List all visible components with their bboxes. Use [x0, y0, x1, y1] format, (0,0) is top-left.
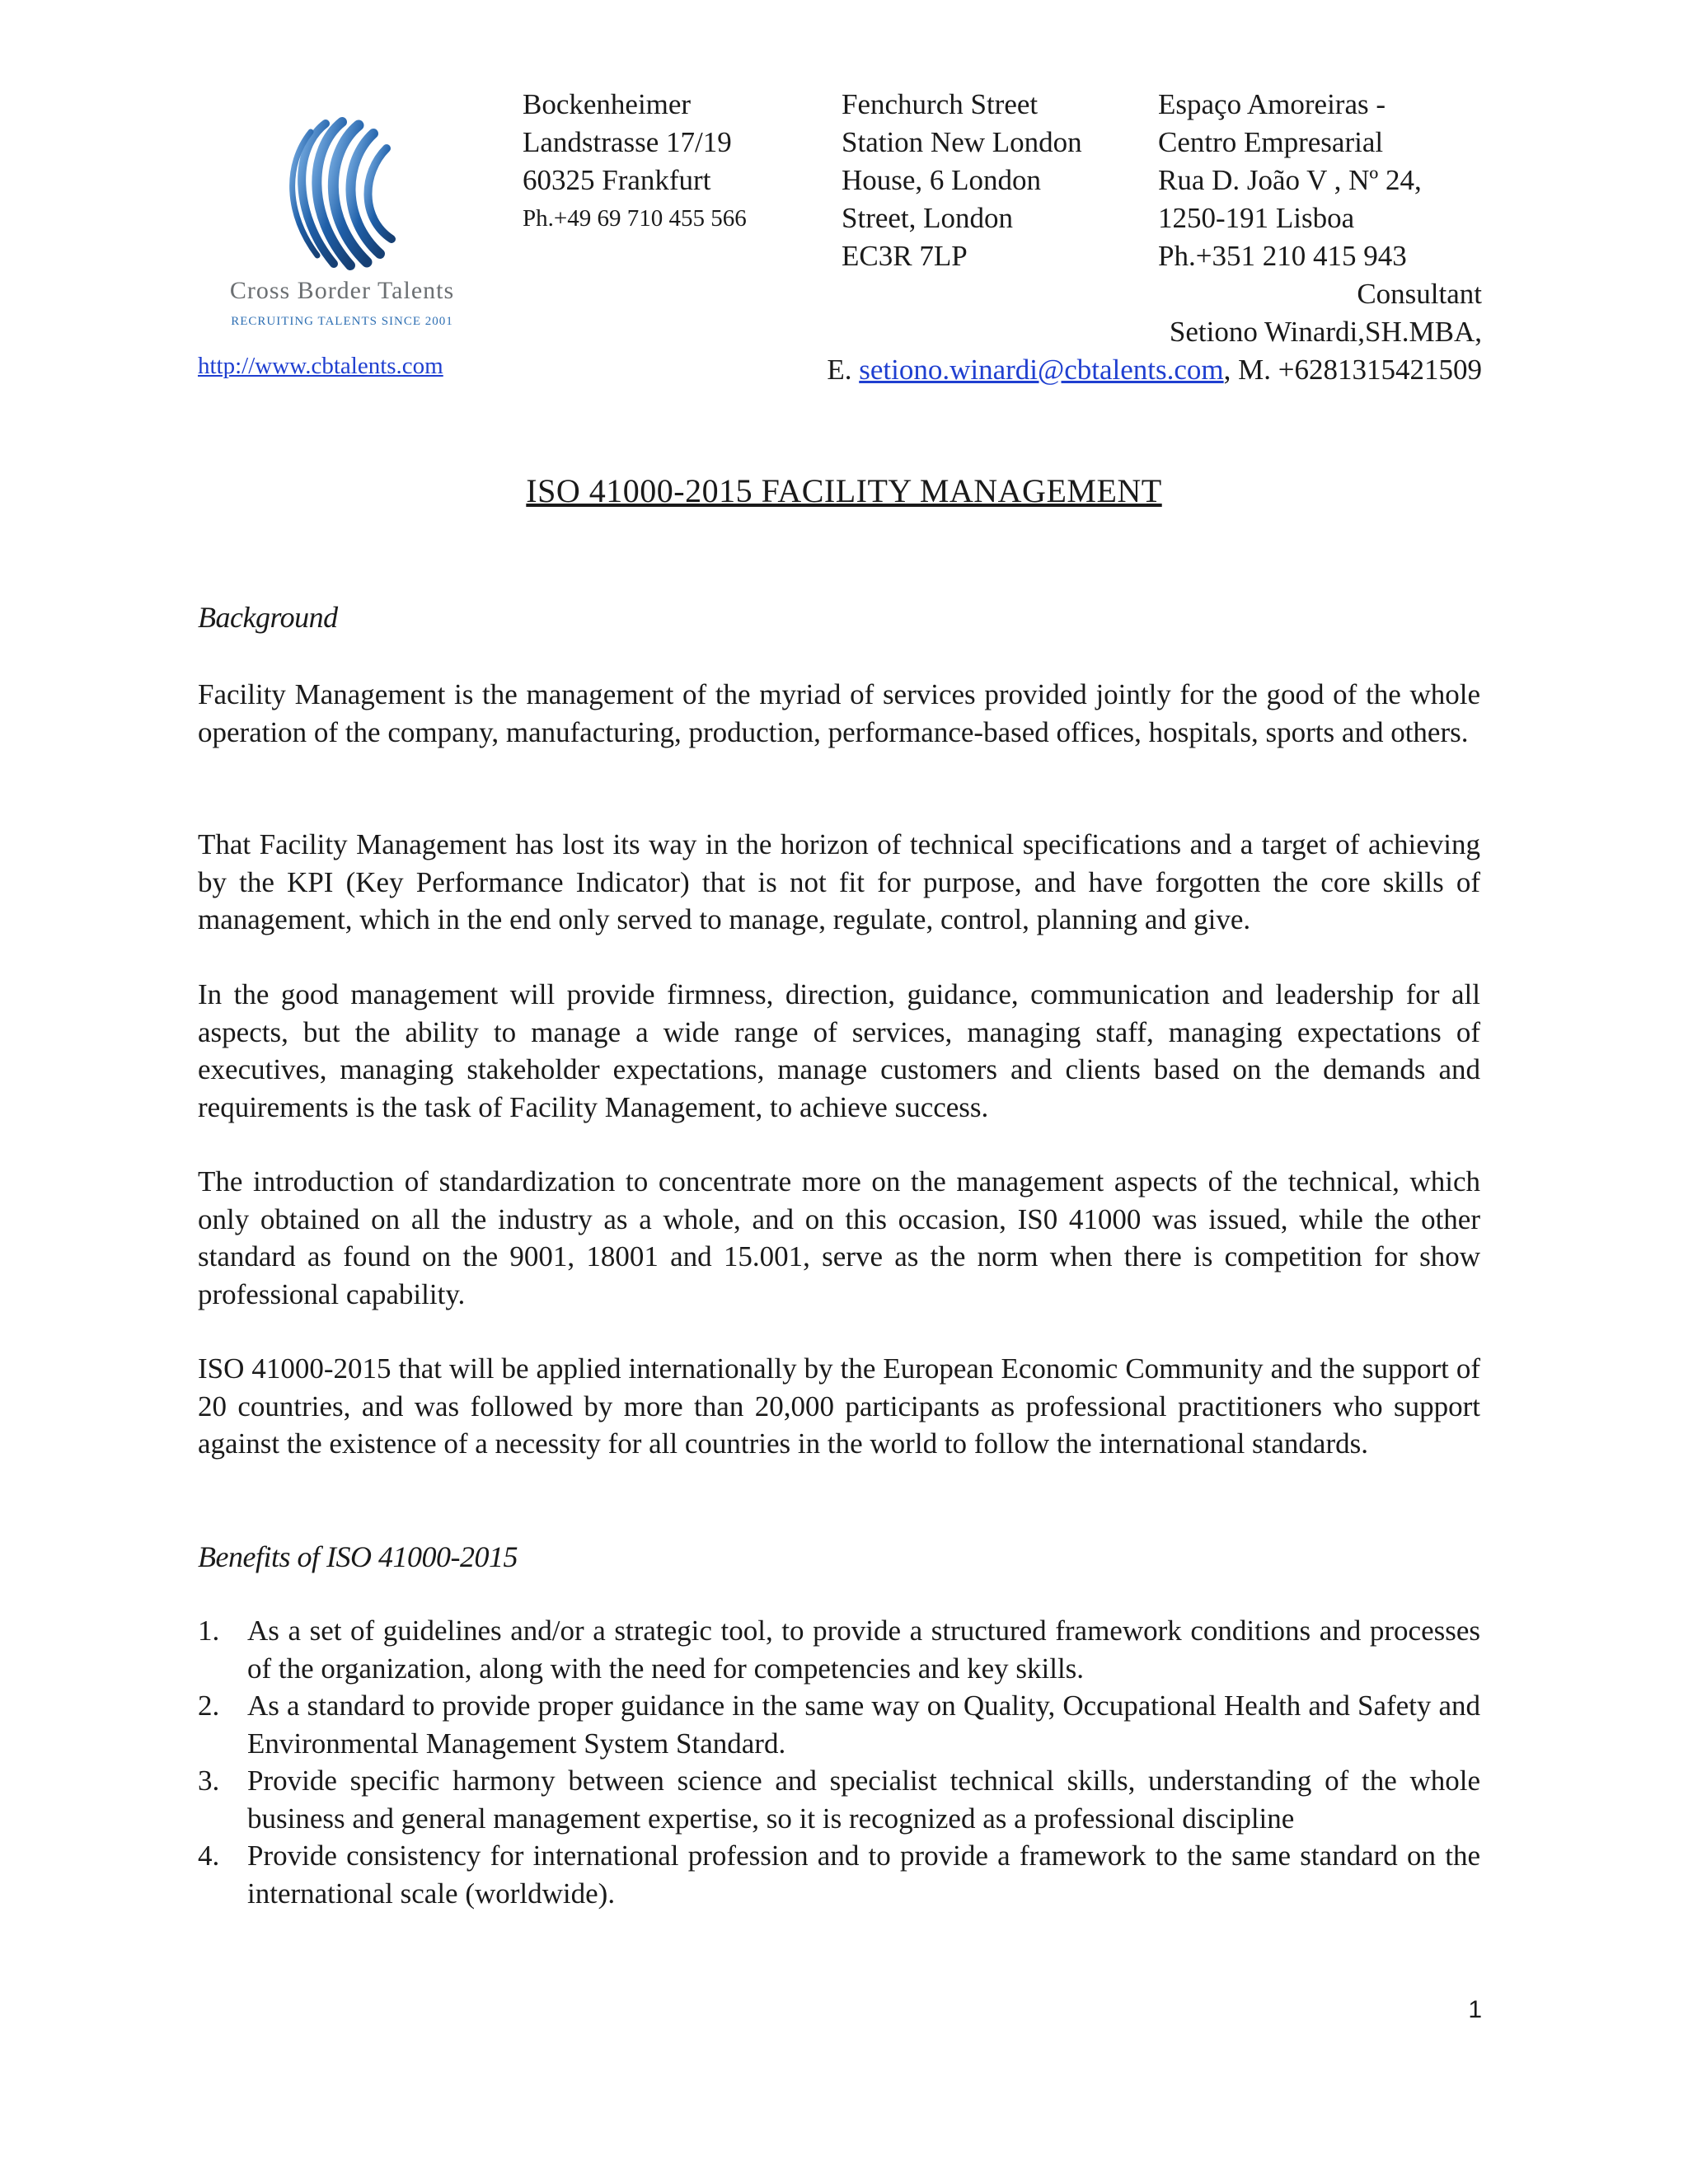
contact-name: Setiono Winardi,SH.MBA, — [1169, 316, 1482, 348]
list-number: 2. — [198, 1690, 220, 1722]
address-line: Street, London — [842, 202, 1014, 234]
section-heading-benefits: Benefits of ISO 41000-2015 — [198, 1540, 518, 1573]
mobile-number: , M. +6281315421509 — [1223, 354, 1482, 386]
list-number: 3. — [198, 1765, 220, 1797]
paragraph: ISO 41000-2015 that will be applied internationally by the European Economic Community and the support of 20 countries, and was followed by more than 20,000 participants as professional practitioners who support against the existence of a necessity for all countries in the world to follow the international standards. — [198, 1352, 1480, 1460]
list-item — [198, 1612, 1480, 1687]
address-phone: Ph.+49 69 710 455 566 — [523, 205, 747, 232]
address-line: Ph.+351 210 415 943 — [1158, 240, 1407, 272]
address-london — [842, 86, 1082, 275]
email-prefix: E. — [827, 354, 860, 386]
page-number: 1 — [1468, 1996, 1482, 2023]
address-frankfurt — [523, 86, 747, 237]
logo-tagline: RECRUITING TALENTS SINCE 2001 — [231, 315, 453, 328]
address-line: Landstrasse 17/19 — [523, 126, 732, 158]
address-line: Centro Empresarial — [1158, 126, 1384, 158]
list-item — [198, 1687, 1480, 1762]
paragraph: The introduction of standardization to concentrate more on the management aspects of the technical, which only obtained on all the industry as a whole, and on this occasion, IS0 41000 was issued, while the other standard as found on the 9001, 18001 and 15.001, serve as the norm when there is competition for show professional capability. — [198, 1165, 1480, 1310]
section-heading-background: Background — [198, 601, 338, 634]
address-lisbon — [1158, 86, 1422, 275]
email-link[interactable]: setiono.winardi@cbtalents.com — [859, 354, 1224, 386]
website-link[interactable]: http://www.cbtalents.com — [198, 353, 443, 379]
logo-company-name: Cross Border Talents — [229, 277, 455, 304]
globe-swirl-icon — [276, 115, 400, 272]
document-title: ISO 41000-2015 FACILITY MANAGEMENT — [526, 472, 1162, 509]
address-line: House, 6 London — [842, 164, 1042, 196]
list-text: Provide consistency for international profession and to provide a framework to the same standard on the international scale (worldwide). — [247, 1840, 1480, 1910]
address-line: 60325 Frankfurt — [523, 164, 711, 196]
address-line: Fenchurch Street — [842, 88, 1039, 120]
address-line: 1250-191 Lisboa — [1158, 202, 1355, 234]
address-line: Espaço Amoreiras - — [1158, 88, 1386, 120]
address-line: Bockenheimer — [523, 88, 692, 120]
company-logo — [198, 115, 478, 354]
paragraph: That Facility Management has lost its way in the horizon of technical specifications and a target of achieving by the KPI (Key Performance Indicator) that is not fit for purpose, and have forgotten the core skills of management, which in the end only served to manage, regulate, control, planning and give. — [198, 828, 1480, 935]
list-number: 4. — [198, 1840, 220, 1872]
list-item — [198, 1762, 1480, 1837]
list-item — [198, 1837, 1480, 1912]
paragraph: In the good management will provide firmness, direction, guidance, communication and leadership for all aspects, but the ability to manage a wide range of services, managing staff, managing expectations of executives, managing stakeholder expectations, manage customers and clients based on the demands and requirements is the task of Facility Management, to achieve success. — [198, 978, 1480, 1123]
benefits-list — [198, 1612, 1480, 1912]
address-line: Station New London — [842, 126, 1082, 158]
address-line: Rua D. João V , Nº 24, — [1158, 164, 1422, 196]
list-text: Provide specific harmony between science and specialist technical skills, understanding of the whole business and general management expertise, so it is recognized as a professional discipline — [247, 1765, 1480, 1835]
list-text: As a set of guidelines and/or a strategic tool, to provide a structured framework conditions and processes of the organization, along with the need for competencies and key skills. — [247, 1615, 1480, 1685]
paragraph: Facility Management is the management of the myriad of services provided jointly for the good of the whole operation of the company, manufacturing, production, performance-based offices, hospitals, sports and others. — [198, 678, 1480, 748]
contact-role: Consultant — [1357, 278, 1482, 310]
list-number: 1. — [198, 1615, 220, 1647]
address-line: EC3R 7LP — [842, 240, 968, 272]
list-text: As a standard to provide proper guidance in the same way on Quality, Occupational Health and Safety and Environmental Management System Standard. — [247, 1690, 1480, 1760]
contact-details — [827, 351, 1482, 389]
